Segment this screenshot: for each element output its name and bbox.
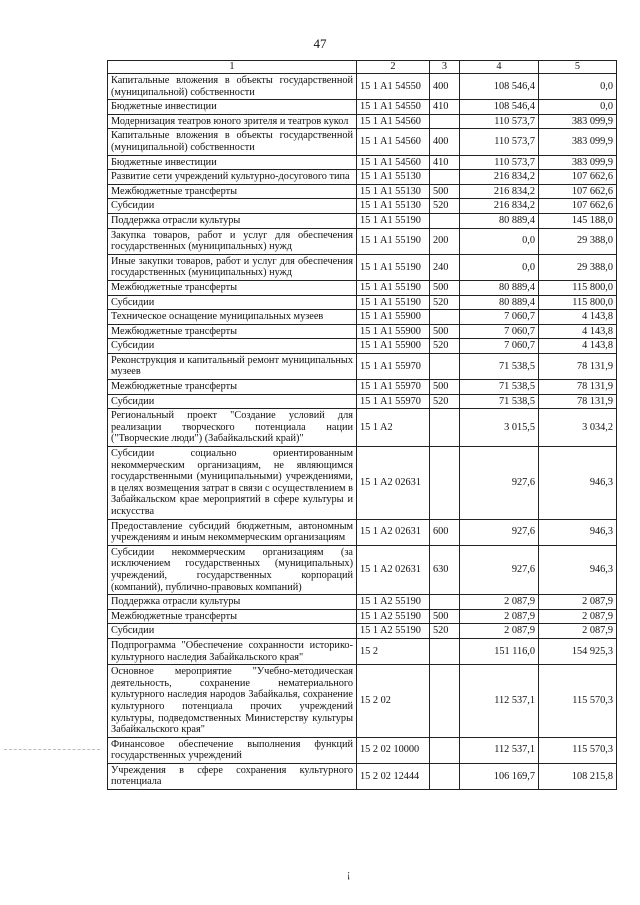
row-value-1-cell: 2 087,9: [460, 609, 539, 624]
row-value-1-cell: 927,6: [460, 447, 539, 520]
table-row: [108, 213, 617, 228]
row-code-cell: 15 1 A1 54550: [357, 74, 430, 100]
row-name-cell: Предоставление субсидий бюджетным, автономным учреждениям и иным некоммерческим организациям: [108, 519, 357, 545]
row-value-2-cell: 383 099,9: [539, 129, 617, 155]
table-row: [108, 665, 617, 738]
row-value-2-cell: 2 087,9: [539, 595, 617, 610]
row-code-cell: 15 1 A1 55130: [357, 170, 430, 185]
table-row: [108, 184, 617, 199]
row-value-1-cell: 80 889,4: [460, 295, 539, 310]
row-value-2-cell: 145 188,0: [539, 213, 617, 228]
table-row: [108, 609, 617, 624]
row-name-cell: Капитальные вложения в объекты государственной (муниципальной) собственности: [108, 129, 357, 155]
row-type-cell: 520: [430, 199, 460, 214]
row-type-cell: [430, 763, 460, 789]
row-code-cell: 15 1 A1 54550: [357, 100, 430, 115]
row-name-cell: Закупка товаров, работ и услуг для обеспечения государственных (муниципальных) нужд: [108, 228, 357, 254]
row-value-2-cell: 115 800,0: [539, 295, 617, 310]
header-cell-type: 3: [430, 61, 460, 74]
row-code-cell: 15 1 A1 55190: [357, 254, 430, 280]
table-row: [108, 519, 617, 545]
row-value-2-cell: 4 143,8: [539, 324, 617, 339]
row-name-cell: Капитальные вложения в объекты государственной (муниципальной) собственности: [108, 74, 357, 100]
row-type-cell: 520: [430, 295, 460, 310]
table-row: [108, 447, 617, 520]
row-type-cell: 500: [430, 380, 460, 395]
row-name-cell: Межбюджетные трансферты: [108, 609, 357, 624]
row-code-cell: 15 1 A2: [357, 409, 430, 447]
row-value-1-cell: 7 060,7: [460, 324, 539, 339]
row-type-cell: [430, 114, 460, 129]
margin-dash-line: [4, 749, 100, 750]
row-name-cell: Субсидии: [108, 394, 357, 409]
row-name-cell: Реконструкция и капитальный ремонт муниципальных музеев: [108, 353, 357, 379]
table-row: [108, 254, 617, 280]
table-row: [108, 638, 617, 664]
row-value-1-cell: 110 573,7: [460, 155, 539, 170]
row-name-cell: Техническое оснащение муниципальных музеев: [108, 310, 357, 325]
table-row: [108, 199, 617, 214]
table-row: [108, 339, 617, 354]
row-type-cell: 200: [430, 228, 460, 254]
table-row: [108, 295, 617, 310]
header-cell-value-2: 5: [539, 61, 617, 74]
row-value-2-cell: 383 099,9: [539, 114, 617, 129]
row-type-cell: 520: [430, 624, 460, 639]
row-value-1-cell: 151 116,0: [460, 638, 539, 664]
row-code-cell: 15 2: [357, 638, 430, 664]
row-value-2-cell: 107 662,6: [539, 199, 617, 214]
row-value-2-cell: 29 388,0: [539, 254, 617, 280]
row-value-2-cell: 4 143,8: [539, 310, 617, 325]
row-code-cell: 15 1 A1 55970: [357, 394, 430, 409]
row-value-1-cell: 216 834,2: [460, 184, 539, 199]
table-row: [108, 280, 617, 295]
row-type-cell: 410: [430, 155, 460, 170]
row-value-1-cell: 80 889,4: [460, 213, 539, 228]
row-value-2-cell: 946,3: [539, 545, 617, 594]
row-value-1-cell: 112 537,1: [460, 665, 539, 738]
row-value-2-cell: 946,3: [539, 519, 617, 545]
table-row: [108, 170, 617, 185]
row-type-cell: [430, 665, 460, 738]
row-name-cell: Подпрограмма "Обеспечение сохранности историко-культурного наследия Забайкальского края": [108, 638, 357, 664]
table-row: [108, 380, 617, 395]
row-code-cell: 15 1 A1 54560: [357, 114, 430, 129]
row-type-cell: [430, 170, 460, 185]
row-code-cell: 15 1 A2 02631: [357, 519, 430, 545]
row-type-cell: [430, 447, 460, 520]
row-value-2-cell: 115 570,3: [539, 665, 617, 738]
row-value-2-cell: 107 662,6: [539, 170, 617, 185]
row-code-cell: 15 1 A1 55900: [357, 310, 430, 325]
row-type-cell: 520: [430, 339, 460, 354]
row-type-cell: 520: [430, 394, 460, 409]
row-value-1-cell: 112 537,1: [460, 737, 539, 763]
row-value-1-cell: 110 573,7: [460, 129, 539, 155]
row-name-cell: Поддержка отрасли культуры: [108, 595, 357, 610]
row-value-2-cell: 383 099,9: [539, 155, 617, 170]
header-cell-name: 1: [108, 61, 357, 74]
row-type-cell: [430, 353, 460, 379]
row-type-cell: [430, 310, 460, 325]
table-row: [108, 353, 617, 379]
row-value-2-cell: 0,0: [539, 74, 617, 100]
row-value-2-cell: 946,3: [539, 447, 617, 520]
row-code-cell: 15 2 02 12444: [357, 763, 430, 789]
row-type-cell: 410: [430, 100, 460, 115]
row-value-1-cell: 0,0: [460, 254, 539, 280]
table-row: [108, 595, 617, 610]
budget-table-body: [108, 61, 617, 790]
table-row: [108, 737, 617, 763]
row-code-cell: 15 1 A1 54560: [357, 129, 430, 155]
row-code-cell: 15 1 A2 55190: [357, 609, 430, 624]
row-type-cell: 500: [430, 184, 460, 199]
row-name-cell: Межбюджетные трансферты: [108, 280, 357, 295]
row-name-cell: Межбюджетные трансферты: [108, 380, 357, 395]
row-value-2-cell: 78 131,9: [539, 353, 617, 379]
row-value-2-cell: 3 034,2: [539, 409, 617, 447]
row-value-1-cell: 927,6: [460, 545, 539, 594]
footer-mark: ¡: [347, 869, 351, 880]
table-row: [108, 409, 617, 447]
row-name-cell: Субсидии: [108, 199, 357, 214]
row-type-cell: [430, 409, 460, 447]
row-code-cell: 15 1 A1 54560: [357, 155, 430, 170]
row-value-1-cell: 927,6: [460, 519, 539, 545]
row-type-cell: [430, 213, 460, 228]
row-name-cell: Развитие сети учреждений культурно-досугового типа: [108, 170, 357, 185]
row-name-cell: Субсидии социально ориентированным некоммерческим организациям, не являющимся государственными (муниципальными) учреждениями, в целях возмещения затрат в связи с осуществлением в Забайкальском крае мероприятий в сфере культуры и искусства: [108, 447, 357, 520]
table-row: [108, 545, 617, 594]
row-code-cell: 15 1 A1 55130: [357, 199, 430, 214]
table-row: [108, 394, 617, 409]
table-row: [108, 129, 617, 155]
row-value-1-cell: 71 538,5: [460, 394, 539, 409]
row-code-cell: 15 1 A1 55130: [357, 184, 430, 199]
row-value-1-cell: 106 169,7: [460, 763, 539, 789]
row-name-cell: Субсидии: [108, 295, 357, 310]
row-name-cell: Основное мероприятие "Учебно-методическая деятельность, сохранение нематериального культурного наследия народов Забайкалья, сохранение культурного потенциала прочих учреждений культуры, подведомственных Министерству культуры Забайкальского края": [108, 665, 357, 738]
row-type-cell: [430, 595, 460, 610]
row-name-cell: Субсидии некоммерческим организациям (за исключением государственных (муниципальных) учреждений, государственных корпораций (компаний), публично-правовых компаний): [108, 545, 357, 594]
row-value-2-cell: 4 143,8: [539, 339, 617, 354]
row-name-cell: Поддержка отрасли культуры: [108, 213, 357, 228]
row-type-cell: 400: [430, 74, 460, 100]
row-code-cell: 15 1 A1 55970: [357, 380, 430, 395]
row-type-cell: 500: [430, 324, 460, 339]
row-code-cell: 15 1 A1 55190: [357, 213, 430, 228]
row-value-1-cell: 7 060,7: [460, 339, 539, 354]
table-row: [108, 228, 617, 254]
row-value-2-cell: 154 925,3: [539, 638, 617, 664]
header-cell-value-1: 4: [460, 61, 539, 74]
row-type-cell: [430, 737, 460, 763]
row-value-1-cell: 108 546,4: [460, 100, 539, 115]
row-code-cell: 15 1 A1 55900: [357, 324, 430, 339]
row-name-cell: Межбюджетные трансферты: [108, 184, 357, 199]
table-row: [108, 100, 617, 115]
row-name-cell: Субсидии: [108, 624, 357, 639]
row-code-cell: 15 2 02: [357, 665, 430, 738]
row-code-cell: 15 1 A2 55190: [357, 624, 430, 639]
table-row: [108, 74, 617, 100]
row-value-1-cell: 71 538,5: [460, 380, 539, 395]
row-name-cell: Бюджетные инвестиции: [108, 155, 357, 170]
row-value-2-cell: 115 800,0: [539, 280, 617, 295]
row-name-cell: Бюджетные инвестиции: [108, 100, 357, 115]
row-value-1-cell: 71 538,5: [460, 353, 539, 379]
row-type-cell: 400: [430, 129, 460, 155]
row-value-1-cell: 7 060,7: [460, 310, 539, 325]
row-value-2-cell: 115 570,3: [539, 737, 617, 763]
row-name-cell: Модернизация театров юного зрителя и театров кукол: [108, 114, 357, 129]
row-type-cell: 240: [430, 254, 460, 280]
row-name-cell: Межбюджетные трансферты: [108, 324, 357, 339]
row-value-1-cell: 2 087,9: [460, 595, 539, 610]
row-value-2-cell: 78 131,9: [539, 394, 617, 409]
row-name-cell: Иные закупки товаров, работ и услуг для обеспечения государственных (муниципальных) нужд: [108, 254, 357, 280]
row-code-cell: 15 2 02 10000: [357, 737, 430, 763]
row-code-cell: 15 1 A2 02631: [357, 447, 430, 520]
row-code-cell: 15 1 A1 55190: [357, 280, 430, 295]
table-row: [108, 324, 617, 339]
row-type-cell: [430, 638, 460, 664]
row-value-2-cell: 29 388,0: [539, 228, 617, 254]
table-row: [108, 155, 617, 170]
row-code-cell: 15 1 A1 55970: [357, 353, 430, 379]
row-value-1-cell: 108 546,4: [460, 74, 539, 100]
row-value-2-cell: 78 131,9: [539, 380, 617, 395]
table-row: [108, 310, 617, 325]
row-code-cell: 15 1 A1 55190: [357, 228, 430, 254]
row-value-2-cell: 0,0: [539, 100, 617, 115]
row-type-cell: 600: [430, 519, 460, 545]
row-value-1-cell: 80 889,4: [460, 280, 539, 295]
header-cell-code: 2: [357, 61, 430, 74]
header-row: [108, 61, 617, 74]
row-type-cell: 630: [430, 545, 460, 594]
table-row: [108, 114, 617, 129]
table-row: [108, 763, 617, 789]
row-value-1-cell: 2 087,9: [460, 624, 539, 639]
row-name-cell: Субсидии: [108, 339, 357, 354]
row-value-2-cell: 2 087,9: [539, 609, 617, 624]
row-code-cell: 15 1 A2 55190: [357, 595, 430, 610]
row-value-1-cell: 216 834,2: [460, 170, 539, 185]
row-name-cell: Финансовое обеспечение выполнения функций государственных учреждений: [108, 737, 357, 763]
row-code-cell: 15 1 A1 55190: [357, 295, 430, 310]
row-value-2-cell: 107 662,6: [539, 184, 617, 199]
row-code-cell: 15 1 A1 55900: [357, 339, 430, 354]
row-value-1-cell: 216 834,2: [460, 199, 539, 214]
row-value-1-cell: 3 015,5: [460, 409, 539, 447]
row-value-1-cell: 0,0: [460, 228, 539, 254]
table-row: [108, 624, 617, 639]
row-value-2-cell: 108 215,8: [539, 763, 617, 789]
row-value-1-cell: 110 573,7: [460, 114, 539, 129]
row-name-cell: Учреждения в сфере сохранения культурного потенциала: [108, 763, 357, 789]
row-type-cell: 500: [430, 609, 460, 624]
page-number: 47: [313, 36, 327, 51]
row-code-cell: 15 1 A2 02631: [357, 545, 430, 594]
budget-table: [107, 60, 617, 790]
row-type-cell: 500: [430, 280, 460, 295]
row-name-cell: Региональный проект "Создание условий для реализации творческого потенциала нации ("Творческие люди") (Забайкальский край)": [108, 409, 357, 447]
row-value-2-cell: 2 087,9: [539, 624, 617, 639]
